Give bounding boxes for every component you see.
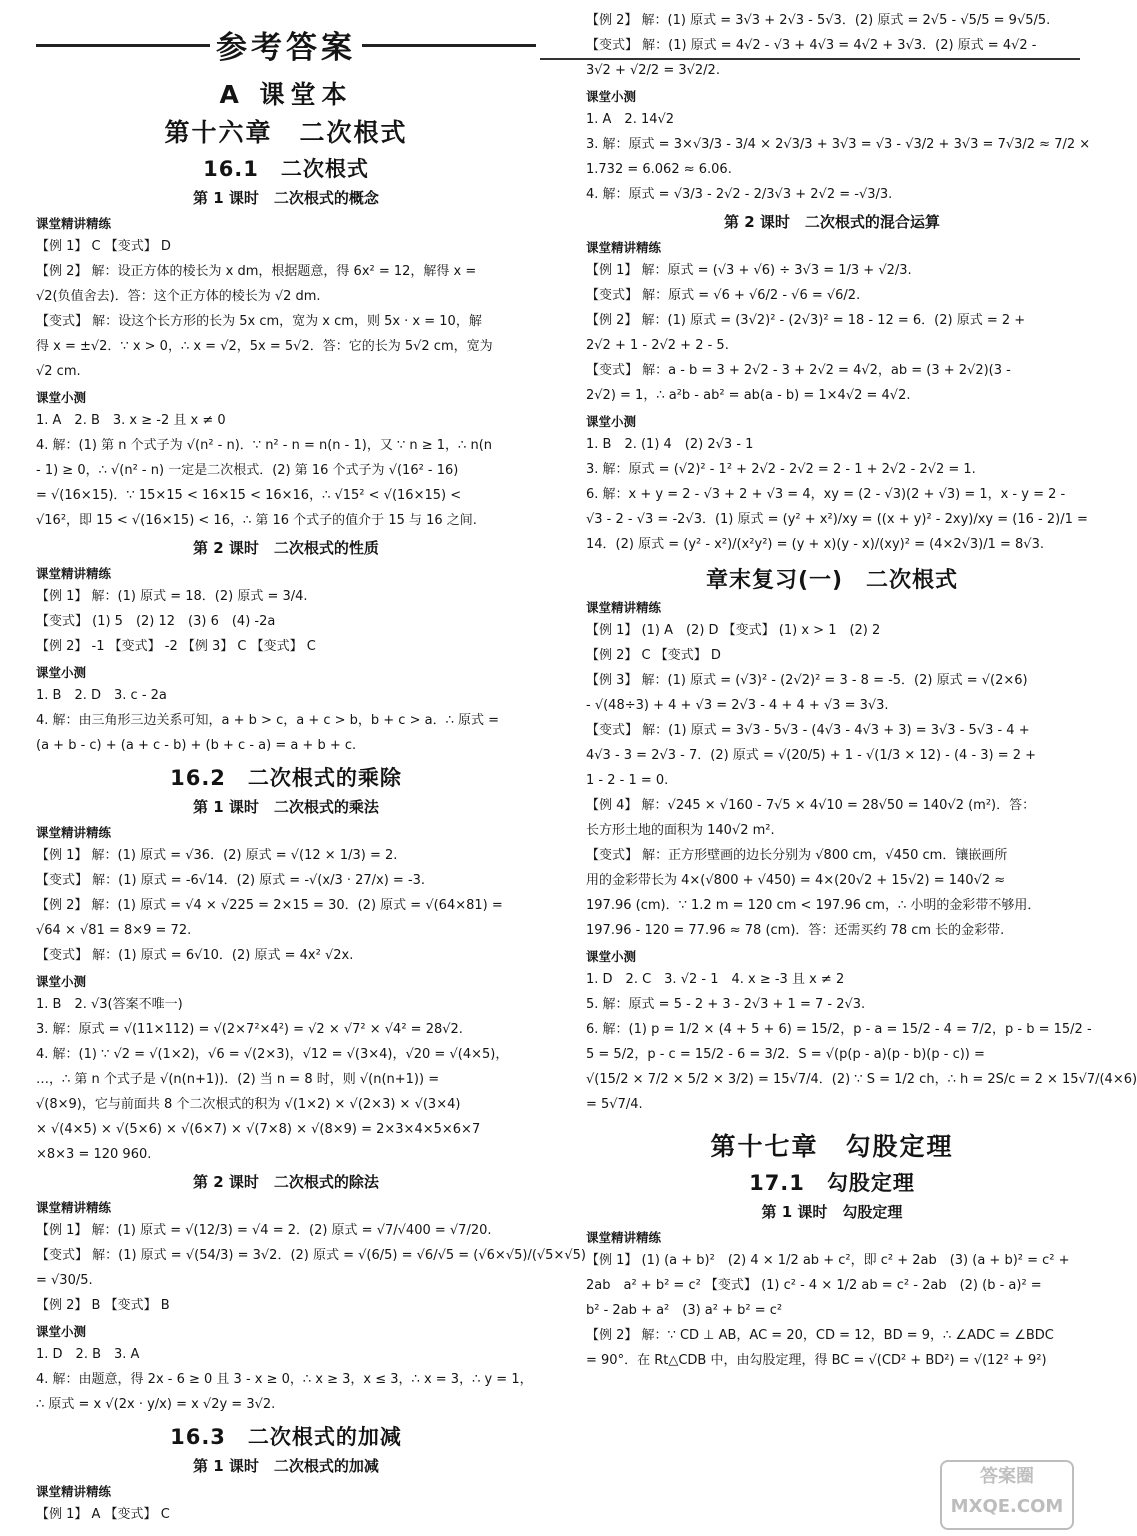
- answer-line: 【变式】 解：(1) 原式 = √(54/3) = 3√2．(2) 原式 = √(6/5) = √6/√5 = (√6×√5)/(√5×√5): [36, 1248, 586, 1263]
- subheading: 课堂小测: [36, 974, 87, 989]
- chapter-17-title: 第十七章 勾股定理: [710, 1132, 954, 1161]
- answer-line: 1. B 2. (1) 4 (2) 2√3 - 1: [586, 437, 754, 452]
- section-16-3-title: 16.3 二次根式的加减: [170, 1425, 402, 1449]
- answer-line: …，∴ 第 n 个式子是 √(n(n+1))．(2) 当 n = 8 时，则 √(n(n+1)) =: [36, 1072, 440, 1087]
- answer-line: ∴ 原式 = x √(2x · y/x) = x √2y = 3√2.: [36, 1397, 276, 1412]
- answer-block: [586, 8, 1078, 83]
- answer-line: √64 × √81 = 8×9 = 72.: [36, 923, 192, 938]
- answer-block: [36, 683, 536, 758]
- answer-line: - 1) ≥ 0，∴ √(n² - n) 一定是二次根式．(2) 第 16 个式子为 √(16² - 16): [36, 463, 459, 478]
- subheading: 课堂小测: [36, 1324, 87, 1339]
- subheading: 课堂小测: [586, 89, 637, 104]
- watermark-text: 答案圈 MXQE.COM: [950, 1466, 1064, 1517]
- answer-block: [36, 992, 536, 1167]
- subheading: 课堂精讲精练: [36, 216, 112, 231]
- answer-block: [586, 432, 1088, 557]
- answer-line: 5. 解：原式 = 5 - 2 + 3 - 2√3 + 1 = 7 - 2√3.: [586, 997, 866, 1012]
- answer-line: 【例 1】 解：(1) 原式 = √36．(2) 原式 = √(12 × 1/3) = 2.: [36, 848, 398, 863]
- subheading: 课堂精讲精练: [36, 1484, 112, 1499]
- answer-line: 1 - 2 - 1 = 0.: [586, 773, 669, 788]
- right-column: [586, 8, 1137, 1373]
- answer-line: = √(16×15)．∵ 15×15 < 16×15 < 16×16，∴ √15² < √(16×15) <: [36, 488, 462, 503]
- answer-line: 【例 1】 解：(1) 原式 = √(12/3) = √4 = 2．(2) 原式 = √7/√400 = √7/20.: [36, 1223, 492, 1238]
- answer-line: √(8×9)，它与前面共 8 个二次根式的积为 √(1×2) × √(2×3) × √(3×4): [36, 1097, 461, 1112]
- part-title: A 课堂本: [219, 80, 353, 109]
- answer-line: 1. B 2. √3(答案不唯一): [36, 997, 183, 1012]
- answer-block: [586, 1248, 1078, 1373]
- subheading: 课堂精讲精练: [36, 566, 112, 581]
- answer-block: [36, 1502, 536, 1527]
- answer-block: [36, 234, 536, 384]
- answer-line: √2 cm.: [36, 364, 81, 379]
- answer-line: 【变式】 解：原式 = √6 + √6/2 - √6 = √6/2.: [586, 288, 861, 303]
- answer-line: (a + b - c) + (a + c - b) + (b + c - a) = a + b + c.: [36, 738, 357, 753]
- answer-block: [586, 107, 1091, 207]
- answer-block: [36, 843, 536, 968]
- answer-line: 5 = 5/2，p - c = 15/2 - 6 = 3/2．S = √(p(p - a)(p - b)(p - c)) =: [586, 1047, 985, 1062]
- answer-line: √3 - 2 - √3 = -2√3．(1) 原式 = (y² + x²)/xy = ((x + y)² - 2xy)/xy = (16 - 2)/1 =: [586, 512, 1088, 527]
- answer-line: 4. 解：(1) ∵ √2 = √(1×2)，√6 = √(2×3)，√12 = √(3×4)，√20 = √(4×5)，: [36, 1047, 509, 1062]
- chapter-16-title: 第十六章 二次根式: [164, 118, 408, 147]
- answer-line: 【变式】 解：(1) 原式 = 4√2 - √3 + 4√3 = 4√2 + 3√3．(2) 原式 = 4√2 -: [586, 38, 1037, 53]
- answer-line: √(15/2 × 7/2 × 5/2 × 3/2) = 15√7/4．(2) ∵ S = 1/2 ch，∴ h = 2S/c = 2 × 15√7/(4×6): [586, 1072, 1137, 1087]
- subheading: 课堂小测: [36, 390, 87, 405]
- answer-line: 【变式】 解：a - b = 3 + 2√2 - 3 + 2√2 = 4√2，ab = (3 + 2√2)(3 -: [586, 363, 1011, 378]
- answer-line: 1.732 = 6.062 ≈ 6.06.: [586, 162, 732, 177]
- answer-line: 2√2 + 1 - 2√2 + 2 - 5.: [586, 338, 729, 353]
- answer-line: 1. D 2. C 3. √2 - 1 4. x ≥ -3 且 x ≠ 2: [586, 972, 845, 987]
- answer-line: 197.96 (cm)．∵ 1.2 m = 120 cm < 197.96 cm，∴ 小明的金彩带不够用．: [586, 898, 1041, 913]
- answer-line: 【例 2】 解：设正方体的棱长为 x dm，根据题意，得 6x² = 12，解得 x =: [36, 264, 477, 279]
- lesson-title: 第 1 课时 二次根式的概念: [193, 189, 379, 207]
- lesson-title: 第 1 课时 二次根式的乘法: [193, 798, 379, 816]
- lesson-title: 第 2 课时 二次根式的混合运算: [724, 213, 940, 231]
- answer-line: 用的金彩带长为 4×(√800 + √450) = 4×(20√2 + 15√2) = 140√2 ≈: [586, 873, 1006, 888]
- subheading: 课堂精讲精练: [36, 825, 112, 840]
- subheading: 课堂精讲精练: [586, 240, 662, 255]
- answer-line: 3. 解：原式 = (√2)² - 1² + 2√2 - 2√2 = 2 - 1 + 2√2 - 2√2 = 1.: [586, 462, 976, 477]
- answer-line: 2ab a² + b² = c² 【变式】 (1) c² - 4 × 1/2 ab = c² - 2ab (2) (b - a)² =: [586, 1278, 1042, 1293]
- answer-line: 【例 2】 解：(1) 原式 = (3√2)² - (2√3)² = 18 - 12 = 6．(2) 原式 = 2 +: [586, 313, 1026, 328]
- subheading: 课堂小测: [586, 949, 637, 964]
- answer-line: 4. 解：(1) 第 n 个式子为 √(n² - n)．∵ n² - n = n(n - 1)，又 ∵ n ≥ 1，∴ n(n: [36, 438, 493, 453]
- answer-line: 长方形土地的面积为 140√2 m².: [586, 823, 775, 838]
- answer-line: × √(4×5) × √(5×6) × √(6×7) × √(7×8) × √(8×9) = 2×3×4×5×6×7: [36, 1122, 481, 1137]
- section-16-2-title: 16.2 二次根式的乘除: [170, 766, 402, 790]
- answer-line: 【例 2】 -1 【变式】 -2 【例 3】 C 【变式】 C: [36, 639, 316, 654]
- answer-line: 【变式】 解：设这个长方形的长为 5x cm，宽为 x cm，则 5x · x = 10，解: [36, 314, 482, 329]
- answer-block: [586, 258, 1078, 408]
- subheading: 课堂小测: [586, 414, 637, 429]
- answer-line: 4. 解：由三角形三边关系可知，a + b > c，a + c > b，b + c > a．∴ 原式 =: [36, 713, 500, 728]
- answer-line: 【例 2】 B 【变式】 B: [36, 1298, 170, 1313]
- answer-block: [36, 1342, 536, 1417]
- answer-line: 【例 1】 解：(1) 原式 = 18．(2) 原式 = 3/4.: [36, 589, 308, 604]
- answer-line: 【例 2】 解：(1) 原式 = √4 × √225 = 2×15 = 30．(2) 原式 = √(64×81) =: [36, 898, 503, 913]
- subheading: 课堂精讲精练: [36, 1200, 112, 1215]
- answer-block: [36, 1218, 586, 1318]
- answer-line: 2√2) = 1，∴ a²b - ab² = ab(a - b) = 1×4√2 = 4√2.: [586, 388, 911, 403]
- answer-line: 【例 1】 C 【变式】 D: [36, 239, 171, 254]
- answer-line: 3. 解：原式 = √(11×112) = √(2×7²×4²) = √2 × √7² × √4² = 28√2.: [36, 1022, 463, 1037]
- answer-line: 【例 1】 (1) A (2) D 【变式】 (1) x > 1 (2) 2: [586, 623, 881, 638]
- answer-block: [586, 618, 1078, 943]
- section-17-1-title: 17.1 勾股定理: [749, 1171, 915, 1195]
- answer-line: 6. 解：(1) p = 1/2 × (4 + 5 + 6) = 15/2，p - a = 15/2 - 4 = 7/2，p - b = 15/2 -: [586, 1022, 1092, 1037]
- answer-line: 【例 2】 解：∵ CD ⊥ AB，AC = 20，CD = 12，BD = 9，∴ ∠ADC = ∠BDC: [586, 1328, 1054, 1343]
- lesson-title: 第 1 课时 二次根式的加减: [193, 1457, 379, 1475]
- answer-line: 1. A 2. B 3. x ≥ -2 且 x ≠ 0: [36, 413, 226, 428]
- answer-line: 4. 解：原式 = √3/3 - 2√2 - 2/3√3 + 2√2 = -√3/3.: [586, 187, 893, 202]
- answer-line: √2(负值舍去)．答：这个正方体的棱长为 √2 dm.: [36, 289, 321, 304]
- chapter-review-title: 章末复习(一) 二次根式: [705, 568, 959, 593]
- left-column: [36, 0, 586, 1527]
- answer-line: 得 x = ±√2．∵ x > 0，∴ x = √2，5x = 5√2．答：它的长为 5√2 cm，宽为: [36, 339, 493, 354]
- answer-line: 6. 解：x + y = 2 - √3 + 2 + √3 = 4，xy = (2 - √3)(2 + √3) = 1，x - y = 2 -: [586, 487, 1066, 502]
- answer-line: 【变式】 解：(1) 原式 = 3√3 - 5√3 - (4√3 - 4√3 + 3) = 3√3 - 5√3 - 4 +: [586, 723, 1030, 738]
- answer-line: 【例 2】 C 【变式】 D: [586, 648, 721, 663]
- answer-line: 【例 4】 解：√245 × √160 - 7√5 × 4√10 = 28√50 = 140√2 (m²)．答：: [586, 798, 1036, 813]
- answer-line: 1. A 2. 14√2: [586, 112, 675, 127]
- answer-line: = 90°．在 Rt△CDB 中，由勾股定理，得 BC = √(CD² + BD²) = √(12² + 9²): [586, 1353, 1047, 1368]
- page-title: [36, 22, 536, 67]
- answer-line: 【变式】 (1) 5 (2) 12 (3) 6 (4) -2a: [36, 614, 276, 629]
- answer-line: 4. 解：由题意，得 2x - 6 ≥ 0 且 3 - x ≥ 0，∴ x ≥ 3，x ≤ 3，∴ x = 3，∴ y = 1，: [36, 1372, 533, 1387]
- lesson-title: 第 2 课时 二次根式的性质: [193, 539, 379, 557]
- answer-line: √16²，即 15 < √(16×15) < 16，∴ 第 16 个式子的值介于 15 与 16 之间.: [36, 513, 477, 528]
- answer-line: ×8×3 = 120 960.: [36, 1147, 152, 1162]
- answer-line: 4√3 - 3 = 2√3 - 7．(2) 原式 = √(20/5) + 1 - √(1/3 × 12) - (4 - 3) = 2 +: [586, 748, 1037, 763]
- answer-line: 【例 1】 A 【变式】 C: [36, 1507, 170, 1522]
- answer-line: = √30/5.: [36, 1273, 93, 1288]
- answer-line: 【例 3】 解：(1) 原式 = (√3)² - (2√2)² = 3 - 8 = -5．(2) 原式 = √(2×6): [586, 673, 1028, 688]
- answer-line: - √(48÷3) + 4 + √3 = 2√3 - 4 + 4 + √3 = 3√3.: [586, 698, 889, 713]
- answer-block: [586, 967, 1137, 1117]
- answer-line: 【例 1】 解：原式 = (√3 + √6) ÷ 3√3 = 1/3 + √2/3.: [586, 263, 912, 278]
- answer-line: 1. D 2. B 3. A: [36, 1347, 140, 1362]
- answer-line: 197.96 - 120 = 77.96 ≈ 78 (cm)．答：还需买约 78 cm 长的金彩带.: [586, 923, 1005, 938]
- subheading: 课堂精讲精练: [586, 1230, 662, 1245]
- answer-line: 3. 解：原式 = 3×√3/3 - 3/4 × 2√3/3 + 3√3 = √3 - √3/2 + 3√3 = 7√3/2 ≈ 7/2 ×: [586, 137, 1091, 152]
- answer-line: b² - 2ab + a² (3) a² + b² = c²: [586, 1303, 783, 1318]
- answer-block: [36, 584, 536, 659]
- answer-line: 14．(2) 原式 = (y² - x²)/(x²y²) = (y + x)(y - x)/(xy)² = (4×2√3)/1 = 8√3.: [586, 537, 1044, 552]
- lesson-title: 第 1 课时 勾股定理: [761, 1203, 903, 1221]
- answer-line: = 5√7/4.: [586, 1097, 643, 1112]
- answer-line: 3√2 + √2/2 = 3√2/2.: [586, 63, 720, 78]
- subheading: 课堂精讲精练: [586, 600, 662, 615]
- answer-line: 【例 1】 (1) (a + b)² (2) 4 × 1/2 ab + c²，即 c² + 2ab (3) (a + b)² = c² +: [586, 1253, 1070, 1268]
- answer-line: 【变式】 解：(1) 原式 = -6√14．(2) 原式 = -√(x/3 · 27/x) = -3.: [36, 873, 426, 888]
- answer-block: [36, 408, 536, 533]
- answer-line: 【变式】 解：(1) 原式 = 6√10．(2) 原式 = 4x² √2x.: [36, 948, 354, 963]
- section-16-1-title: 16.1 二次根式: [203, 157, 369, 181]
- answer-line: 【变式】 解：正方形壁画的边长分别为 √800 cm，√450 cm．镶嵌画所: [586, 848, 1008, 863]
- subheading: 课堂小测: [36, 665, 87, 680]
- page-title-text: 参考答案: [210, 30, 362, 66]
- watermark-stamp: [940, 1460, 1074, 1530]
- lesson-title: 第 2 课时 二次根式的除法: [193, 1173, 379, 1191]
- answer-line: 【例 2】 解：(1) 原式 = 3√3 + 2√3 - 5√3．(2) 原式 = 2√5 - √5/5 = 9√5/5.: [586, 13, 1051, 28]
- answer-line: 1. B 2. D 3. c - 2a: [36, 688, 167, 703]
